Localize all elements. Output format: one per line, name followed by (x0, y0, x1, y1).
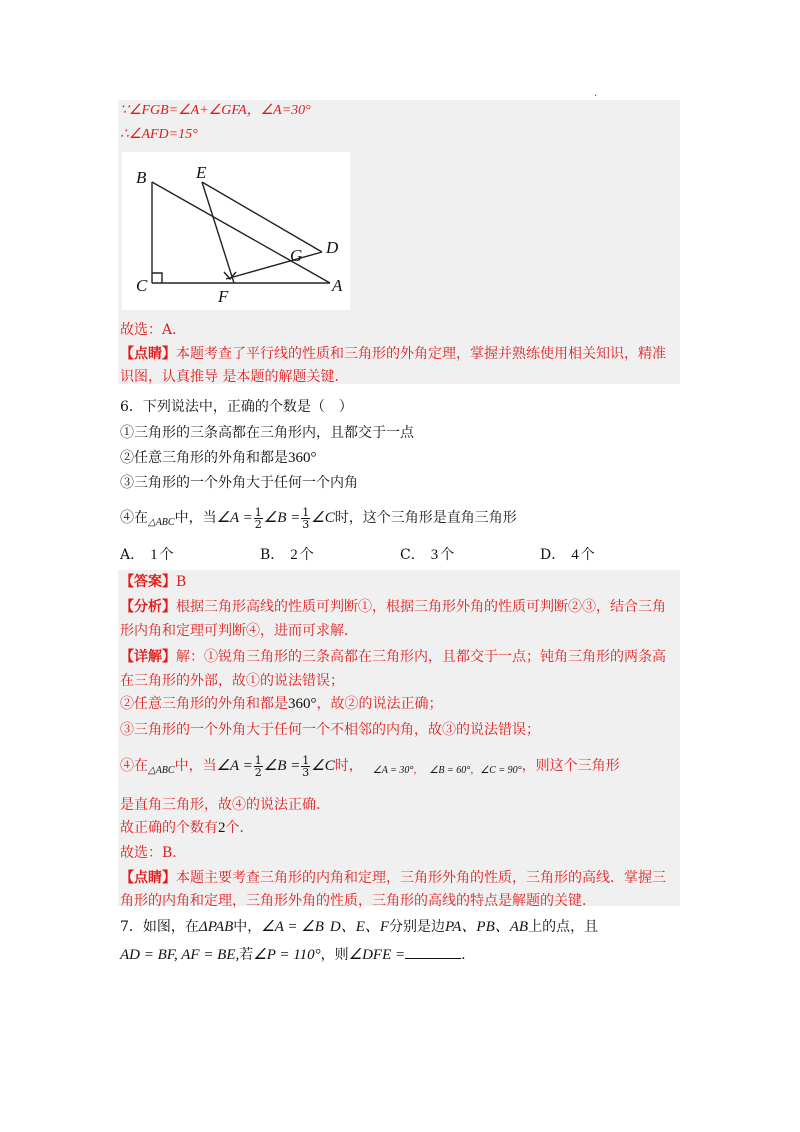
label-D: D (326, 238, 339, 257)
q7-triangle: ΔPAB (198, 919, 234, 935)
q6-fraction-third (301, 507, 310, 530)
q6-choice: 故选：B． (120, 845, 187, 861)
q6-s4-angle-a: ∠A = (216, 510, 253, 526)
q6-count-line: 故正确的个数有2个． (120, 820, 254, 836)
q7-angle-dfe: ∠DFE = (348, 947, 406, 963)
q6-detail-angle-a: ∠A = 30° (372, 765, 414, 776)
q6-frac2-den: 3 (302, 517, 310, 531)
label-B: B (136, 168, 147, 187)
q6-statement-1: ①三角形的三条高都在三角形内，且都交于一点 (120, 425, 414, 441)
header-dot: . (594, 88, 598, 99)
prev-line-1: ∵∠FGB=∠A+∠GFA，∠A=30° (120, 103, 311, 118)
q6-detail-line-5: ④在$_{\triangle ABC}$中，当∠A = $\frac{1}{2}$ ∠B = $\frac{1}{3}$ ∠C时， $_{\angle A = 30^\circ,}$ $_{\angle B = 60^\circ,\angle C = 90^\circ}$，则这个三角形 (120, 753, 620, 779)
label-C: C (136, 276, 148, 295)
q6-analysis-text-1: 根据三角形高线的性质可判断①，根据三角形外角的性质可判断②③，结合三角 (176, 599, 666, 615)
q7-line-1: 7．如图，在ΔPAB中，∠A = ∠B D、E、F分别是边PA、PB、AB上的点，且 (120, 919, 599, 935)
q6-answer-tag: 【答案】 (120, 574, 176, 590)
q6-s4-post: 时，这个三角形是直角三角形 (334, 510, 517, 526)
q6-detail-text-1: 解：①锐角三角形的三条高都在三角形内，且都交于一点；钝角三角形的两条高 (176, 649, 666, 665)
q7-points: D、E、F (329, 919, 390, 935)
q6-frac1-den: 2 (254, 517, 262, 531)
q6-statement-4 (120, 506, 517, 535)
q7-sides: PA、PB、AB (445, 919, 529, 935)
q6-analysis-line-2: 形内角和定理可判断④，进而可求解． (120, 623, 358, 639)
triangle-diagram (122, 152, 350, 310)
q6-fraction-half (254, 507, 263, 530)
q6-detail-angle-c: ∠C = 90° (480, 765, 522, 776)
q6-detail-line-1 (120, 648, 666, 666)
q6-detail-line-3: ②任意三角形的外角和都是360°，故②的说法正确； (120, 696, 443, 712)
q6-option-d: D． 4 个 (540, 547, 595, 563)
q6-statement-3: ③三角形的一个外角大于任何一个内角 (120, 475, 358, 491)
label-G: G (290, 246, 303, 265)
prev-choice: 故选：A． (120, 322, 187, 338)
q6-s4-mid: 中，当 (174, 510, 217, 526)
q6-detail-angle-b: ∠B = 60° (429, 765, 471, 776)
q6-analysis-tag: 【分析】 (120, 599, 176, 615)
q6-detail-line-2: 在三角形的外部，故①的说法错误； (120, 673, 344, 689)
q6-option-c: C． 3 个 (400, 547, 455, 563)
q6-s4-pre: ④在 (120, 510, 148, 526)
q7-conditions: AD = BF, AF = BE, (120, 947, 240, 963)
label-E: E (196, 163, 207, 182)
q6-count-value: 2 (218, 820, 226, 836)
q6-detail-line-6: 是直角三角形，故④的说法正确． (120, 797, 330, 813)
q6-stem: 6．下列说法中，正确的个数是（ ） (120, 399, 353, 415)
prev-comment-text-1: 本题考查了平行线的性质和三角形的外角定理，掌握并熟练使用相关知识，精准 (176, 346, 666, 362)
geometry-figure (122, 152, 350, 310)
q6-s4-angle-b: ∠B = (263, 510, 301, 526)
q7-answer-blank[interactable] (405, 958, 461, 959)
q6-option-a: A． 1 个 (120, 547, 174, 563)
q6-statement-2 (120, 449, 317, 467)
q6-s2-text: ②任意三角形的外角和都是 (120, 450, 288, 466)
q6-s4-triangle: △ABC (148, 517, 175, 528)
label-F: F (218, 287, 229, 306)
q6-analysis-line-1 (120, 598, 666, 616)
prev-comment-line-1 (120, 345, 666, 363)
q7-line-2: AD = BF, AF = BE,若∠P = 110°，则∠DFE = . (120, 947, 466, 963)
q6-comment-text-1: 本题主要考查三角形的内角和定理，三角形外角的性质，三角形的高线．掌握三 (176, 870, 666, 886)
q7-angle-p: ∠P = 110° (253, 947, 321, 963)
q7-angle-eq: ∠A = ∠B (261, 919, 324, 935)
q6-comment-tag: 【点睛】 (120, 870, 176, 886)
q6-s4-angle-c: ∠C (311, 510, 335, 526)
q6-answer-value: B (176, 574, 187, 590)
q6-comment-line-2: 角形的内角和定理，三角形外角的性质，三角形的高线的特点是解题的关键． (120, 893, 596, 909)
q6-answer (120, 573, 186, 591)
q6-comment-line-1 (120, 869, 666, 887)
q6-s2-value: 360° (288, 450, 317, 466)
prev-comment-tag: 【点睛】 (120, 346, 176, 362)
prev-comment-line-2: 识图，认真推导 是本题的解题关键． (120, 369, 349, 385)
q6-detail-line-4: ③三角形的一个外角大于任何一个不相邻的内角，故③的说法错误； (120, 722, 540, 738)
label-A: A (332, 276, 343, 295)
q6-frac2-num: 1 (302, 505, 310, 519)
q6-option-b: B． 2 个 (260, 547, 314, 563)
q6-frac1-num: 1 (254, 505, 262, 519)
q6-detail-value-360: 360° (288, 696, 317, 712)
prev-line-2: ∴∠AFD=15° (120, 127, 198, 142)
q6-detail-tag: 【详解】 (120, 649, 176, 665)
